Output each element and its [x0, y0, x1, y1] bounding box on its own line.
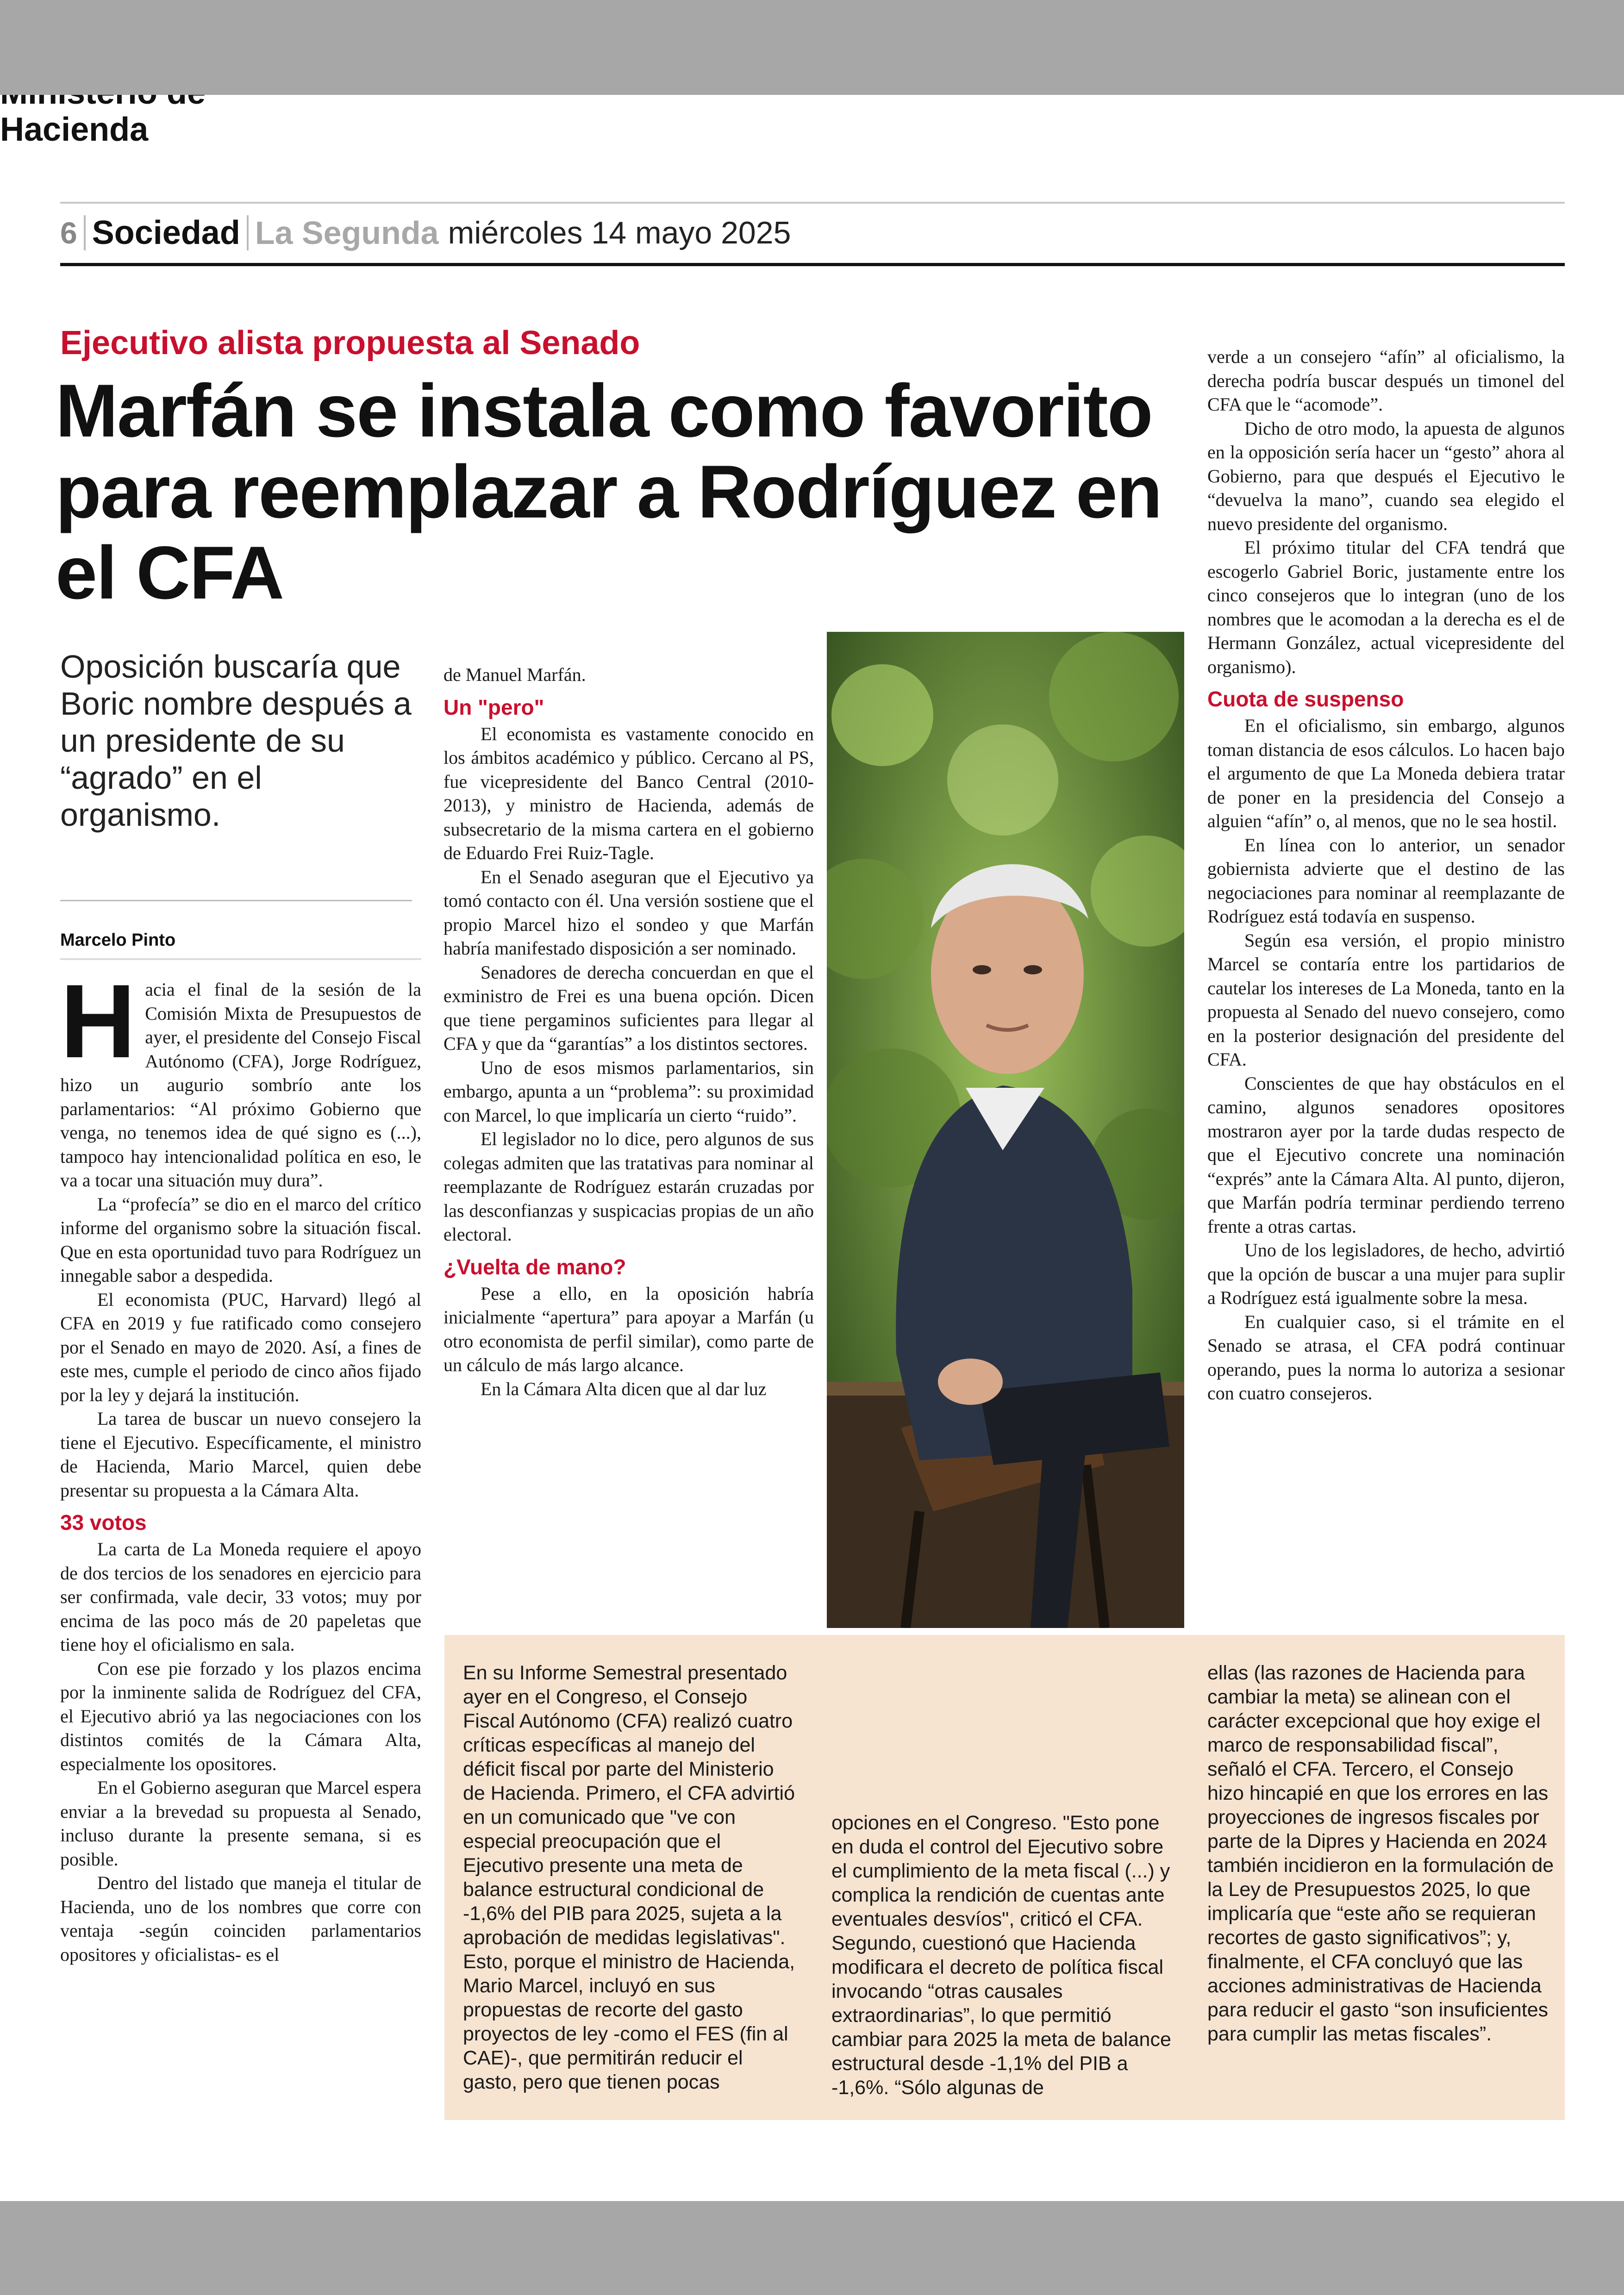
body-paragraph: La carta de La Moneda requiere el apoyo de dos tercios de los senadores en ejercicio para ser confirmada, vale decir, 33 votos; muy por encima de las poco más de 20 papeletas que tiene hoy el oficialismo en sala.: [60, 1539, 421, 1655]
page-header: [60, 207, 1565, 258]
sidebar-paragraph: opciones en el Congreso. "Esto pone en duda el control del Ejecutivo sobre el cumplimiento de la meta fiscal (...) y complica la rendición de cuentas ante eventuales desvíos", criticó el CFA. Segundo, cuestionó que Hacienda modificara el decreto de política fiscal invocando “otras causales extraordinarias”, lo que permitió cambiar para 2025 la meta de balance estructural desde -1,1% del PIB a -1,6%. “Sólo algunas de: [831, 1812, 1171, 2099]
sidebar-paragraph: En su Informe Semestral presentado ayer en el Congreso, el Consejo Fiscal Autónomo (CFA) realizó cuatro críticas específicas al manejo del déficit fiscal por parte del Ministerio de Hacienda. Primero, el CFA advirtió en un comunicado que "ve con especial preocupación que el Ejecutivo presente una meta de balance estructural condicional de -1,6% del PIB para 2025, sujeta a la aprobación de medidas legislativas". Esto, porque el ministro de Hacienda, Mario Marcel, incluyó en sus propuestas de recorte del gasto proyectos de ley -como el FES (fin al CAE)-, que permitirán reducir el gasto, pero que tienen pocas: [463, 1662, 795, 2093]
header-rule-bottom: [60, 263, 1565, 266]
header-separator: [247, 215, 249, 250]
body-paragraph: Dicho de otro modo, la apuesta de algunos en la opposición sería hacer un “gesto” ahora al Gobierno, para que después el Ejecutivo le “devuelva la mano”, cuando sea elegido el nuevo presidente del organismo.: [1207, 418, 1565, 534]
portrait-photo: [827, 632, 1184, 1628]
body-paragraph: Hacia el final de la sesión de la Comisión Mixta de Presupuestos de ayer, el presidente del Consejo Fiscal Autónomo (CFA), Jorge Rodríguez, hizo un augurio sombrío ante los parlamentarios: “Al próximo Gobierno que venga, no tenemos idea de qué signo es (...), tampoco hay intencionalidad política en eso, le va a tocar una situación muy dura”.: [60, 962, 421, 1191]
body-paragraph: En línea con lo anterior, un senador gobiernista advierte que el destino de las negociaciones para nominar al reemplazante de Rodríguez está todavía en suspenso.: [1207, 834, 1565, 927]
article-headline: Marfán se instala como favorito para reemplazar a Rodríguez en el CFA: [56, 369, 1162, 615]
body-paragraph: Conscientes de que hay obstáculos en el camino, algunos senadores opositores mostraron ayer por la tarde dudas respecto de que el Ejecutivo concrete una nominación “exprés” ante la Cámara Alta. Al punto, dijeron, que Marfán podría terminar perdiendo terreno frente a otras cartas.: [1207, 1073, 1565, 1237]
body-paragraph: El economista es vastamente conocido en los ámbitos académico y público. Cercano al PS, fue vicepresidente del Banco Central (2010-2013), y ministro de Hacienda, además de subsecretario de la misma cartera en el gobierno de Eduardo Frei Ruiz-Tagle.: [443, 723, 814, 863]
scan-margin-top: [0, 0, 1624, 95]
newspaper-name: La Segunda: [255, 215, 439, 251]
body-paragraph: de Manuel Marfán.: [443, 664, 586, 685]
body-paragraph: Con ese pie forzado y los plazos encima por la inminente salida de Rodríguez del CFA, el Ejecutivo abrió ya las negociaciones con los distintos comités de la Cámara Alta, especialmente los opositores.: [60, 1658, 421, 1774]
body-paragraph: El economista (PUC, Harvard) llegó al CFA en 2019 y fue ratificado como consejero por el Senado en mayo de 2020. Así, a fines de este mes, cumple el periodo de cinco años fijado por la ley y dejará la institución.: [60, 1289, 421, 1405]
subheading: Cuota de suspenso: [1207, 687, 1404, 711]
byline-divider: [60, 958, 421, 960]
author-byline: Marcelo Pinto: [60, 930, 176, 950]
issue-date: miércoles 14 mayo 2025: [448, 215, 791, 250]
sidebar-column-1: [463, 1661, 801, 2094]
sidebar-paragraph: ellas (las razones de Hacienda para cambiar la meta) se alinean con el carácter excepcional que hoy exige el marco de responsabilidad fiscal”, señaló el CFA. Tercero, el Consejo hizo hincapié en que los errores en las proyecciones de ingresos fiscales por parte de la Dipres y Hacienda en 2024 también incidieron en la formulación de la Ley de Presupuestos 2025, lo que implicaría que “este año se requieran recortes de gasto significativos”; y, finalmente, el CFA concluyó que las acciones administrativas de Hacienda para reducir el gasto “son insuficientes para cumplir las metas fiscales”.: [1207, 1662, 1554, 2045]
body-paragraph: El legislador no lo dice, pero algunos de sus colegas admiten que las tratativas para nominar al reemplazante de Rodríguez estarán cruzadas por las desconfianzas y suspicacias propias de un año electoral.: [443, 1129, 814, 1245]
body-paragraph: Uno de esos mismos parlamentarios, sin embargo, apunta a un “problema”: su proximidad con Marcel, lo que implicaría un cierto “ruido”.: [443, 1057, 814, 1126]
section-name: Sociedad: [92, 214, 240, 251]
body-paragraph: En el Senado aseguran que el Ejecutivo ya tomó contacto con él. Una versión sostiene que el propio Marcel hizo el sondeo y que Marfán habría manifestado disposición a ser nominado.: [443, 866, 814, 959]
sidebar-column-3: [1207, 1661, 1555, 2046]
article-column-2: [443, 663, 814, 1401]
body-paragraph: En la Cámara Alta dicen que al dar luz: [481, 1378, 767, 1399]
body-paragraph: Uno de los legisladores, de hecho, advirtió que la opción de buscar a una mujer para suplir a Rodríguez está igualmente sobre la mesa.: [1207, 1240, 1565, 1308]
sidebar-title: Hacienda: [0, 111, 149, 148]
body-paragraph: En el Gobierno aseguran que Marcel espera enviar a la brevedad su propuesta al Senado, incluso durante la presente semana, si es posible.: [60, 1777, 421, 1870]
page-number: 6: [60, 216, 77, 250]
body-paragraph: Senadores de derecha concuerdan en que el exministro de Frei es una buena opción. Dicen que tiene pergaminos suficientes para llegar al CFA y que da “garantías” a los distintos sectores.: [443, 961, 814, 1054]
deck-divider: [60, 900, 412, 901]
article-kicker: Ejecutivo alista propuesta al Senado: [60, 324, 640, 362]
scan-margin-bottom: [0, 2201, 1624, 2295]
subheading: 33 votos: [60, 1510, 147, 1534]
article-deck: Oposición buscaría que Boric nombre después a un presidente de su “agrado” en el organismo.: [60, 649, 412, 833]
body-paragraph: La “profecía” se dio en el marco del crítico informe del organismo sobre la situación fiscal. Que en esta oportunidad tuvo para Rodríguez un innegable sabor a despedida.: [60, 1193, 421, 1286]
body-paragraph: Según esa versión, el propio ministro Marcel se contaría entre los partidarios de cautelar los intereses de La Moneda, tanto en la propuesta al Senado del nuevo consejero, como en la posterior designación del presidente del CFA.: [1207, 929, 1565, 1070]
body-paragraph: El próximo titular del CFA tendrá que escogerlo Gabriel Boric, justamente entre los cinco consejeros que lo integran (uno de los nombres que le acomodan a la derecha es el de Hermann González, actual vicepresidente del organismo).: [1207, 537, 1565, 677]
body-paragraph: La tarea de buscar un nuevo consejero la tiene el Ejecutivo. Específicamente, el ministro de Hacienda, Mario Marcel, quien debe presentar su propuesta a la Cámara Alta.: [60, 1408, 421, 1501]
body-paragraph: En cualquier caso, si el trámite en el Senado se atrasa, el CFA podrá continuar operando, pues la norma lo autoriza a sesionar con cuatro consejeros.: [1207, 1311, 1565, 1403]
sidebar-column-2: [831, 1811, 1183, 2100]
article-column-3: [1207, 345, 1565, 1405]
article-column-1: [60, 962, 421, 1966]
header-separator: [84, 215, 86, 250]
subheading: ¿Vuelta de mano?: [443, 1254, 626, 1279]
subheading: Un "pero": [443, 695, 544, 719]
body-paragraph: verde a un consejero “afín” al oficialismo, la derecha podría buscar después un timonel del CFA que le “acomode”.: [1207, 346, 1565, 415]
header-rule-top: [60, 202, 1565, 204]
body-paragraph: Pese a ello, en la oposición habría inicialmente “apertura” para apoyar a Marfán (u otro economista de perfil similar), como parte de un cálculo de más largo alcance.: [443, 1283, 814, 1375]
body-paragraph: Dentro del listado que maneja el titular de Hacienda, uno de los nombres que corre con ventaja -según coinciden parlamentarios opositores y oficialistas- es el: [60, 1872, 421, 1965]
body-paragraph: En el oficialismo, sin embargo, algunos toman distancia de esos cálculos. Lo hacen bajo el argumento de que La Moneda debiera tratar de poner en la presidencia del Consejo a alguien “afín” o, al menos, que no le sea hostil.: [1207, 715, 1565, 831]
portrait-illustration: [827, 632, 1184, 1628]
